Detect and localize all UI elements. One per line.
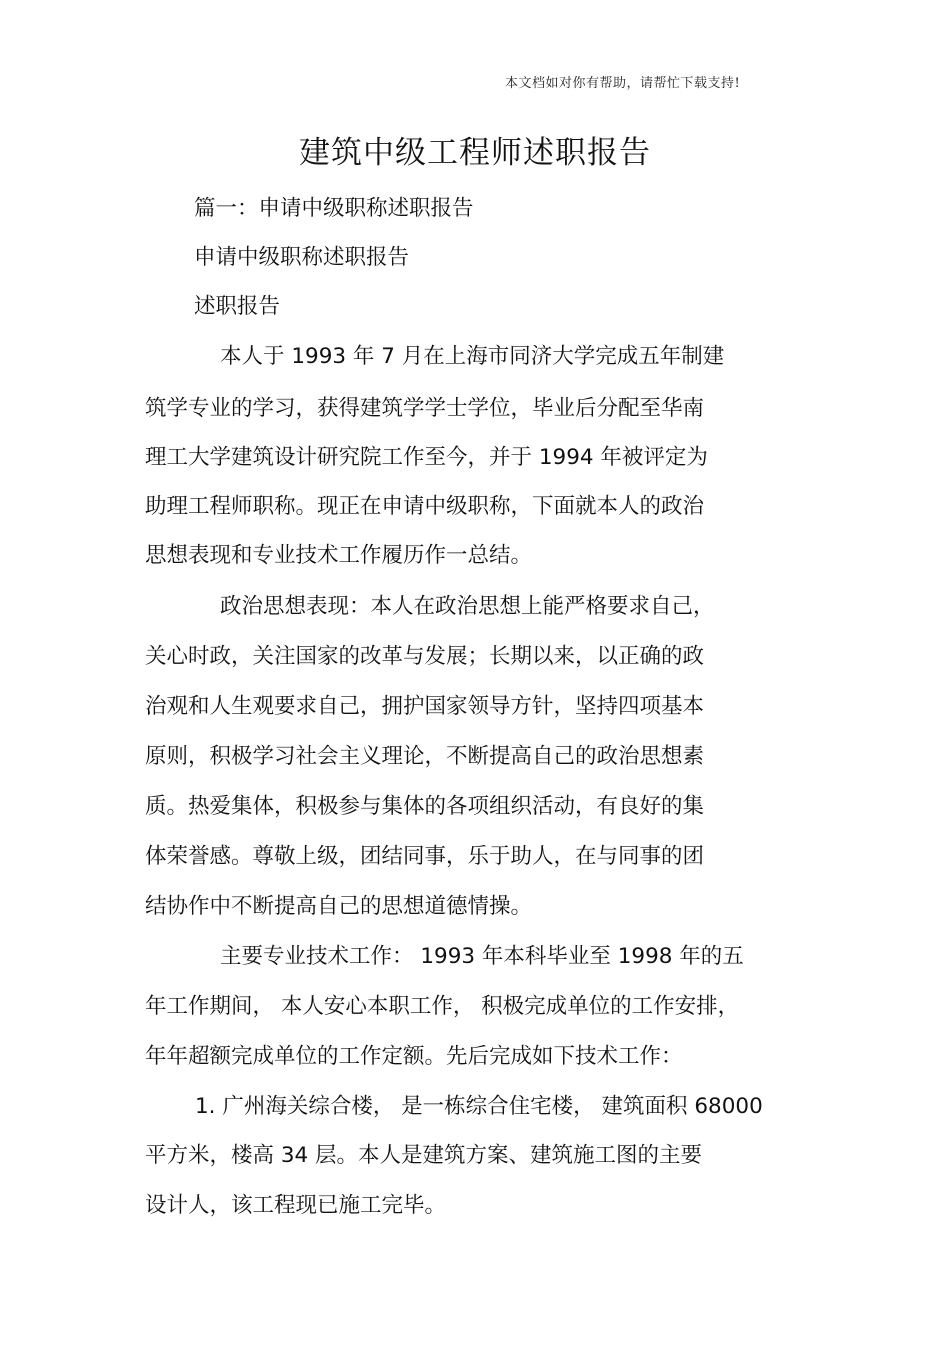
paragraph-line: 1. 广州海关综合楼， 是一栋综合住宅楼， 建筑面积 68000 — [195, 1094, 763, 1119]
paragraph-line: 设计人，该工程现已施工完毕。 — [145, 1193, 447, 1218]
section-heading: 篇一：申请中级职称述职报告 — [194, 196, 474, 221]
paragraph-line: 关心时政，关注国家的改革与发展；长期以来，以正确的政 — [145, 644, 705, 669]
paragraph-line: 平方米，楼高 34 层。本人是建筑方案、建筑施工图的主要 — [145, 1143, 703, 1168]
paragraph-line: 治观和人生观要求自己，拥护国家领导方针，坚持四项基本 — [145, 694, 705, 719]
paragraph-line: 理工大学建筑设计研究院工作至今，并于 1994 年被评定为 — [145, 445, 708, 470]
paragraph-line: 筑学专业的学习，获得建筑学学士学位，毕业后分配至华南 — [145, 396, 705, 421]
paragraph-line: 结协作中不断提高自己的思想道德情操。 — [145, 894, 533, 919]
paragraph-line: 体荣誉感。尊敬上级，团结同事，乐于助人，在与同事的团 — [145, 844, 705, 869]
paragraph-line: 质。热爱集体，积极参与集体的各项组织活动，有良好的集 — [145, 794, 705, 819]
paragraph-line: 思想表现和专业技术工作履历作一总结。 — [145, 543, 533, 568]
document-title: 建筑中级工程师述职报告 — [299, 135, 651, 171]
header-note: 本文档如对你有帮助，请帮忙下载支持! — [505, 76, 741, 91]
paragraph-line: 助理工程师职称。现正在申请中级职称，下面就本人的政治 — [145, 494, 705, 519]
paragraph-line: 政治思想表现：本人在政治思想上能严格要求自己， — [220, 594, 715, 619]
paragraph-line: 年年超额完成单位的工作定额。先后完成如下技术工作： — [145, 1044, 683, 1069]
subheading: 申请中级职称述职报告 — [194, 245, 410, 270]
subheading-report: 述职报告 — [194, 294, 281, 319]
paragraph-line: 主要专业技术工作： 1993 年本科毕业至 1998 年的五 — [220, 944, 744, 969]
paragraph-line: 年工作期间， 本人安心本职工作， 积极完成单位的工作安排， — [145, 994, 740, 1019]
paragraph-line: 原则，积极学习社会主义理论，不断提高自己的政治思想素 — [145, 744, 705, 769]
paragraph-line: 本人于 1993 年 7 月在上海市同济大学完成五年制建 — [220, 344, 725, 369]
